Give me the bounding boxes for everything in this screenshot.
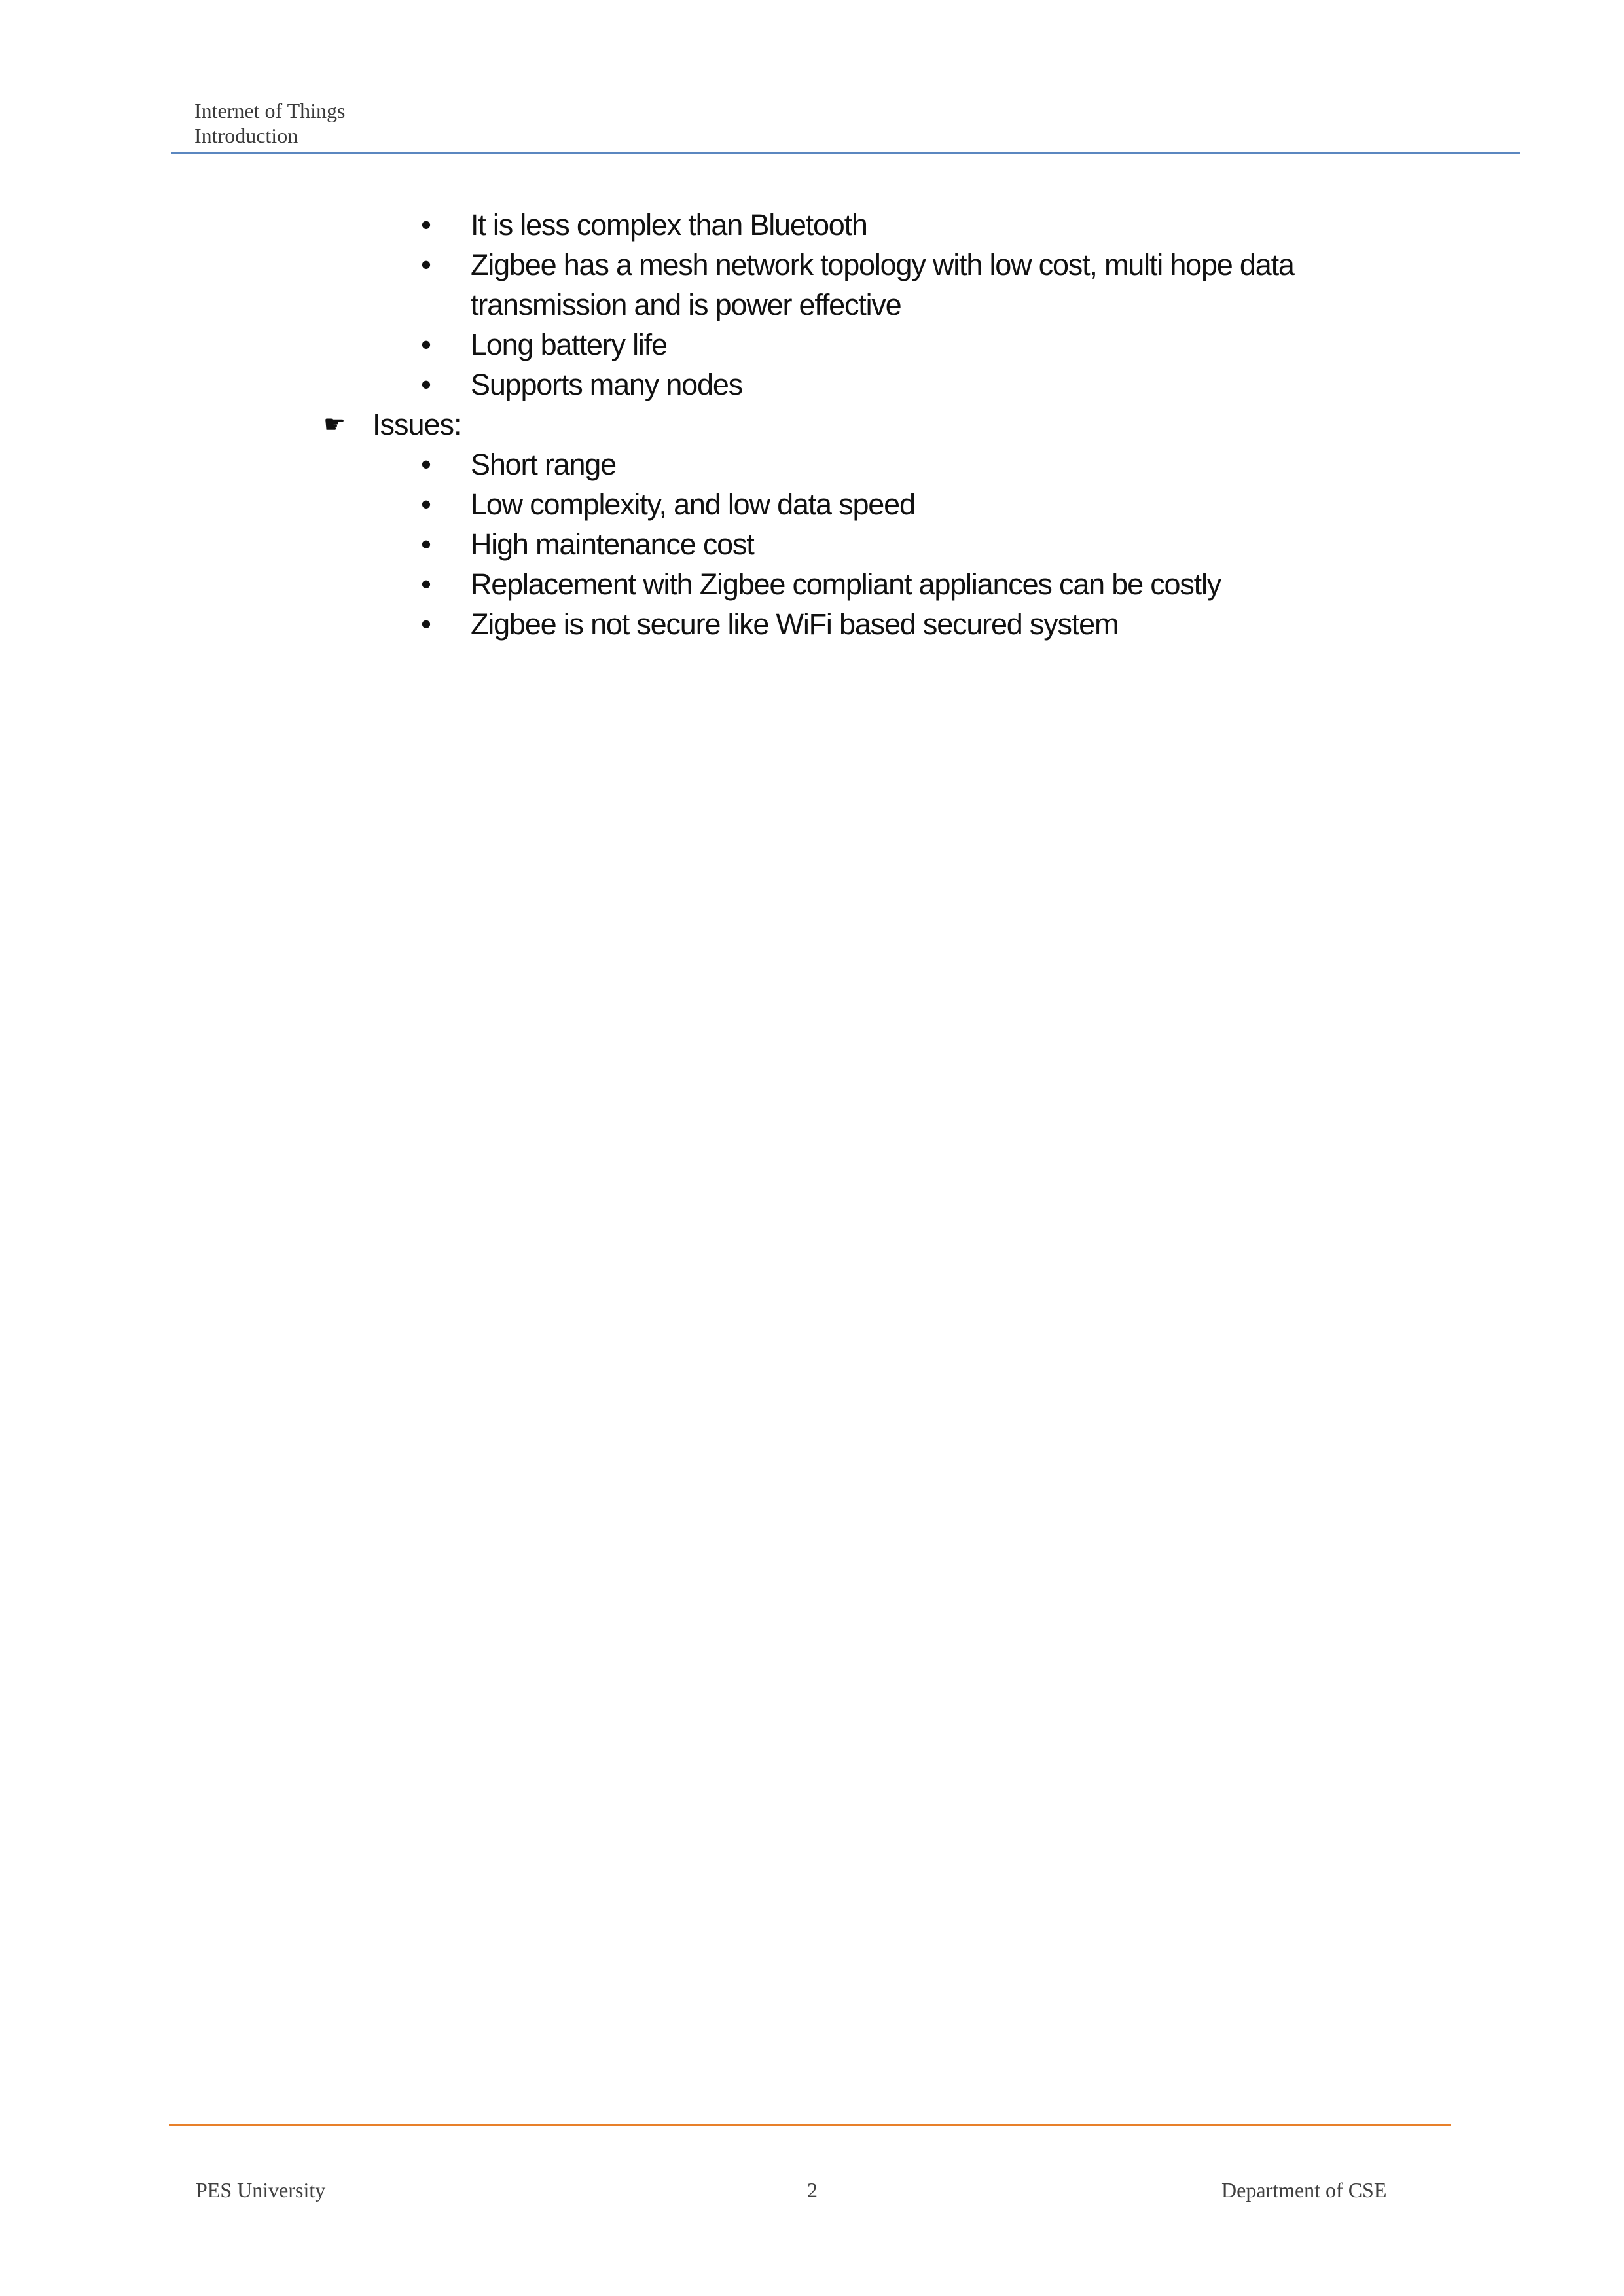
list-item-text: Zigbee has a mesh network topology with low cost, multi hope data (471, 248, 1294, 281)
bullet-dot-icon: • (421, 488, 431, 521)
page-number: 2 (807, 2178, 818, 2202)
header-title: Internet of Things (194, 99, 346, 122)
bullet-dot-icon: • (421, 208, 431, 242)
list-item-text: It is less complex than Bluetooth (471, 208, 867, 242)
section-label: Issues: (372, 408, 461, 441)
list-item-text: Replacement with Zigbee compliant appliances can be costly (471, 567, 1221, 601)
footer-institution: PES University (196, 2178, 326, 2202)
header-subtitle: Introduction (194, 124, 298, 147)
bullet-dot-icon: • (421, 248, 431, 281)
bullet-dot-icon: • (421, 448, 431, 481)
footer-department: Department of CSE (1221, 2178, 1387, 2202)
bullet-dot-icon: • (421, 328, 431, 361)
list-item-text: Low complexity, and low data speed (471, 488, 915, 521)
list-item-text: Zigbee is not secure like WiFi based secured system (471, 607, 1119, 641)
footer-rule (169, 2124, 1451, 2126)
list-item-text: Supports many nodes (471, 368, 742, 401)
header-rule (171, 152, 1520, 154)
bullet-dot-icon: • (421, 607, 431, 641)
pointing-hand-icon: ☛ (323, 410, 346, 439)
running-header (194, 98, 345, 148)
bullet-dot-icon: • (421, 368, 431, 401)
list-item-text: High maintenance cost (471, 528, 754, 561)
list-item-text: Short range (471, 448, 616, 481)
bullet-dot-icon: • (421, 528, 431, 561)
list-item-text: Long battery life (471, 328, 667, 361)
list-item-text: transmission and is power effective (471, 288, 901, 321)
bullet-dot-icon: • (421, 567, 431, 601)
